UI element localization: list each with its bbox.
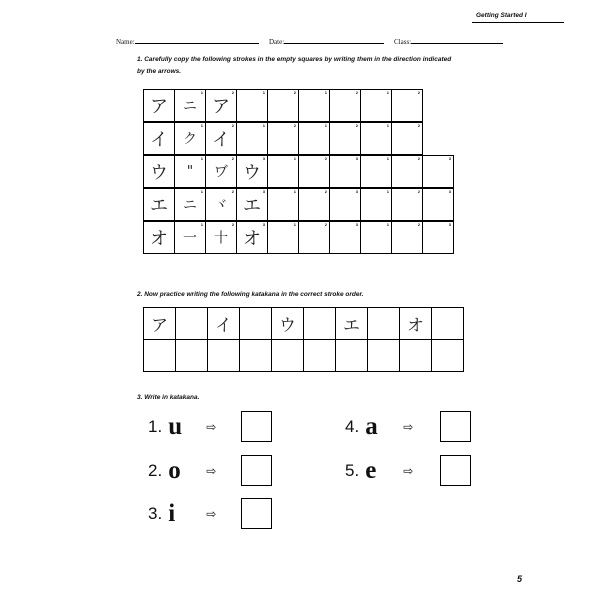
grid-cell[interactable] xyxy=(298,122,330,155)
grid-cell xyxy=(205,155,237,188)
practice-cell[interactable] xyxy=(239,339,272,372)
q3-item-4 xyxy=(345,411,413,443)
q2-instruction: 2. Now practice writing the following katakana in the correct stroke order. xyxy=(137,291,364,298)
grid-cell[interactable] xyxy=(360,221,392,254)
grid-cell xyxy=(174,221,206,254)
stroke-number: 1 xyxy=(200,189,203,194)
katakana-model-cell[interactable] xyxy=(175,307,208,340)
stroke-number: 2 xyxy=(324,189,327,194)
stroke-number: 1 xyxy=(386,123,389,128)
katakana-model-cell[interactable] xyxy=(239,307,272,340)
grid-cell[interactable] xyxy=(298,89,330,122)
stroke-number: 3 xyxy=(355,189,358,194)
katakana-character: イ xyxy=(215,315,232,336)
arrow-right-icon: ⇨ xyxy=(206,420,217,434)
grid-cell[interactable] xyxy=(267,221,299,254)
stroke-number: 1 xyxy=(293,189,296,194)
grid-cell[interactable] xyxy=(267,89,299,122)
grid-cell[interactable] xyxy=(391,89,423,122)
stroke-step: ア xyxy=(212,95,230,117)
q3-item-1 xyxy=(148,411,216,443)
model-character: ア xyxy=(150,95,168,117)
stroke-step: イ xyxy=(212,128,230,150)
stroke-number: 1 xyxy=(293,222,296,227)
grid-cell[interactable] xyxy=(391,155,423,188)
stroke-number: 2 xyxy=(417,123,420,128)
stroke-step: " xyxy=(186,163,194,180)
stroke-number: 3 xyxy=(448,156,451,161)
katakana-model-cell xyxy=(207,307,240,340)
stroke-number: 2 xyxy=(417,156,420,161)
q3-romaji: a xyxy=(365,413,378,440)
grid-cell[interactable] xyxy=(329,221,361,254)
practice-cell[interactable] xyxy=(143,339,176,372)
katakana-model-cell[interactable] xyxy=(303,307,336,340)
grid-cell[interactable] xyxy=(360,155,392,188)
model-character: オ xyxy=(150,227,168,249)
grid-cell xyxy=(143,221,175,254)
date-line[interactable] xyxy=(284,36,384,44)
grid-cell[interactable] xyxy=(360,89,392,122)
grid-cell[interactable] xyxy=(267,155,299,188)
practice-cell[interactable] xyxy=(431,339,464,372)
q1-instruction-line2: by the arrows. xyxy=(137,68,182,75)
q3-item-5 xyxy=(345,455,413,487)
grid-cell xyxy=(174,89,206,122)
stroke-number: 2 xyxy=(417,90,420,95)
q3-romaji: u xyxy=(168,413,183,440)
stroke-number: 1 xyxy=(324,123,327,128)
arrow-right-icon: ⇨ xyxy=(403,464,414,478)
grid-cell[interactable] xyxy=(236,122,268,155)
grid-cell[interactable] xyxy=(329,89,361,122)
grid-cell[interactable] xyxy=(267,122,299,155)
class-label: Class: xyxy=(394,38,412,46)
answer-box-4[interactable] xyxy=(440,411,471,442)
arrow-right-icon: ⇨ xyxy=(206,507,217,521)
grid-cell xyxy=(143,122,175,155)
katakana-model-cell xyxy=(399,307,432,340)
stroke-number: 1 xyxy=(262,123,265,128)
katakana-character: オ xyxy=(407,315,424,336)
grid-cell xyxy=(205,188,237,221)
date-label: Date: xyxy=(269,38,285,46)
grid-cell xyxy=(236,221,268,254)
answer-box-2[interactable] xyxy=(241,455,272,486)
katakana-model-cell xyxy=(143,307,176,340)
q3-item-2 xyxy=(148,455,216,487)
grid-cell xyxy=(205,221,237,254)
stroke-number: 1 xyxy=(200,222,203,227)
q1-instruction xyxy=(137,54,451,78)
katakana-character: ア xyxy=(151,315,168,336)
stroke-number: 2 xyxy=(231,222,234,227)
stroke-number: 2 xyxy=(231,123,234,128)
grid-cell xyxy=(143,188,175,221)
stroke-step: ク xyxy=(183,131,197,148)
grid-cell xyxy=(174,188,206,221)
class-field[interactable] xyxy=(394,36,503,46)
stroke-number: 2 xyxy=(417,222,420,227)
stroke-number: 3 xyxy=(262,156,265,161)
practice-cell[interactable] xyxy=(175,339,208,372)
stroke-step: ニ xyxy=(183,197,197,214)
stroke-number: 1 xyxy=(293,156,296,161)
class-line[interactable] xyxy=(411,36,503,44)
stroke-step: ニ xyxy=(183,98,197,115)
grid-cell xyxy=(143,89,175,122)
grid-cell xyxy=(174,122,206,155)
grid-cell xyxy=(236,155,268,188)
stroke-number: 3 xyxy=(262,222,265,227)
q3-number: 1. xyxy=(148,417,163,436)
grid-cell xyxy=(205,89,237,122)
grid-cell[interactable] xyxy=(298,221,330,254)
name-field[interactable] xyxy=(116,36,259,46)
stroke-number: 2 xyxy=(231,156,234,161)
stroke-step: ヷ xyxy=(214,164,228,181)
header-rule xyxy=(472,22,564,23)
stroke-number: 1 xyxy=(324,90,327,95)
grid-cell[interactable] xyxy=(422,221,454,254)
grid-cell[interactable] xyxy=(360,188,392,221)
practice-cell[interactable] xyxy=(335,339,368,372)
katakana-character: ウ xyxy=(279,315,296,336)
name-label: Name: xyxy=(116,38,135,46)
stroke-number: 3 xyxy=(448,189,451,194)
stroke-number: 2 xyxy=(293,123,296,128)
practice-cell[interactable] xyxy=(303,339,336,372)
stroke-number: 2 xyxy=(417,189,420,194)
stroke-number: 3 xyxy=(355,222,358,227)
grid-cell xyxy=(205,122,237,155)
stroke-number: 2 xyxy=(293,90,296,95)
katakana-model-cell xyxy=(335,307,368,340)
katakana-model-cell[interactable] xyxy=(367,307,400,340)
stroke-number: 3 xyxy=(448,222,451,227)
grid-cell[interactable] xyxy=(298,155,330,188)
answer-box-3[interactable] xyxy=(241,498,272,529)
arrow-right-icon: ⇨ xyxy=(206,464,217,478)
practice-cell[interactable] xyxy=(271,339,304,372)
stroke-number: 2 xyxy=(355,90,358,95)
q3-romaji: e xyxy=(365,457,377,484)
katakana-model-cell xyxy=(271,307,304,340)
grid-cell xyxy=(174,155,206,188)
katakana-practice-grid xyxy=(143,307,471,371)
grid-cell[interactable] xyxy=(391,221,423,254)
stroke-number: 1 xyxy=(200,123,203,128)
arrow-right-icon: ⇨ xyxy=(403,420,414,434)
stroke-number: 2 xyxy=(324,222,327,227)
grid-cell[interactable] xyxy=(391,188,423,221)
q3-item-3 xyxy=(148,498,216,530)
stroke-number: 1 xyxy=(386,222,389,227)
practice-cell[interactable] xyxy=(367,339,400,372)
stroke-number: 3 xyxy=(262,189,265,194)
section-header: Getting Started I xyxy=(476,12,527,19)
stroke-number: 2 xyxy=(355,123,358,128)
grid-cell[interactable] xyxy=(422,155,454,188)
q3-number: 3. xyxy=(148,504,163,523)
stroke-number: 1 xyxy=(200,90,203,95)
date-field[interactable] xyxy=(269,36,384,46)
katakana-model-cell[interactable] xyxy=(431,307,464,340)
grid-cell xyxy=(143,155,175,188)
grid-cell[interactable] xyxy=(236,89,268,122)
stroke-number: 2 xyxy=(324,156,327,161)
grid-cell[interactable] xyxy=(329,188,361,221)
stroke-number: 1 xyxy=(262,90,265,95)
q3-instruction: 3. Write in katakana. xyxy=(137,394,200,401)
stroke-step: 一 xyxy=(183,230,197,247)
q3-romaji: i xyxy=(168,500,176,527)
stroke-number: 1 xyxy=(386,90,389,95)
stroke-step: 十 xyxy=(214,230,228,247)
name-line[interactable] xyxy=(135,36,259,44)
q3-number: 4. xyxy=(345,417,360,436)
answer-box-1[interactable] xyxy=(241,411,272,442)
stroke-number: 1 xyxy=(386,189,389,194)
q3-number: 2. xyxy=(148,461,163,480)
grid-cell xyxy=(236,188,268,221)
stroke-number: 2 xyxy=(231,90,234,95)
q3-romaji: o xyxy=(168,457,181,484)
practice-cell[interactable] xyxy=(207,339,240,372)
answer-box-5[interactable] xyxy=(440,455,471,486)
stroke-step: ヾ xyxy=(214,197,228,214)
stroke-step: エ xyxy=(243,194,261,216)
grid-cell[interactable] xyxy=(329,155,361,188)
q1-instruction-line1: 1. Carefully copy the following strokes in the empty squares by writing them in the direction indicated xyxy=(137,56,452,63)
katakana-character: エ xyxy=(343,315,360,336)
model-character: ウ xyxy=(150,161,168,183)
page-number: 5 xyxy=(517,574,523,584)
model-character: エ xyxy=(150,194,168,216)
stroke-step: ウ xyxy=(243,161,261,183)
q3-number: 5. xyxy=(345,461,360,480)
stroke-number: 1 xyxy=(386,156,389,161)
stroke-number: 3 xyxy=(355,156,358,161)
grid-cell[interactable] xyxy=(360,122,392,155)
stroke-number: 2 xyxy=(231,189,234,194)
grid-cell[interactable] xyxy=(391,122,423,155)
grid-cell[interactable] xyxy=(329,122,361,155)
model-character: イ xyxy=(150,128,168,150)
stroke-number: 1 xyxy=(200,156,203,161)
stroke-step: オ xyxy=(243,227,261,249)
grid-cell[interactable] xyxy=(298,188,330,221)
practice-cell[interactable] xyxy=(399,339,432,372)
grid-cell[interactable] xyxy=(422,188,454,221)
grid-cell[interactable] xyxy=(267,188,299,221)
